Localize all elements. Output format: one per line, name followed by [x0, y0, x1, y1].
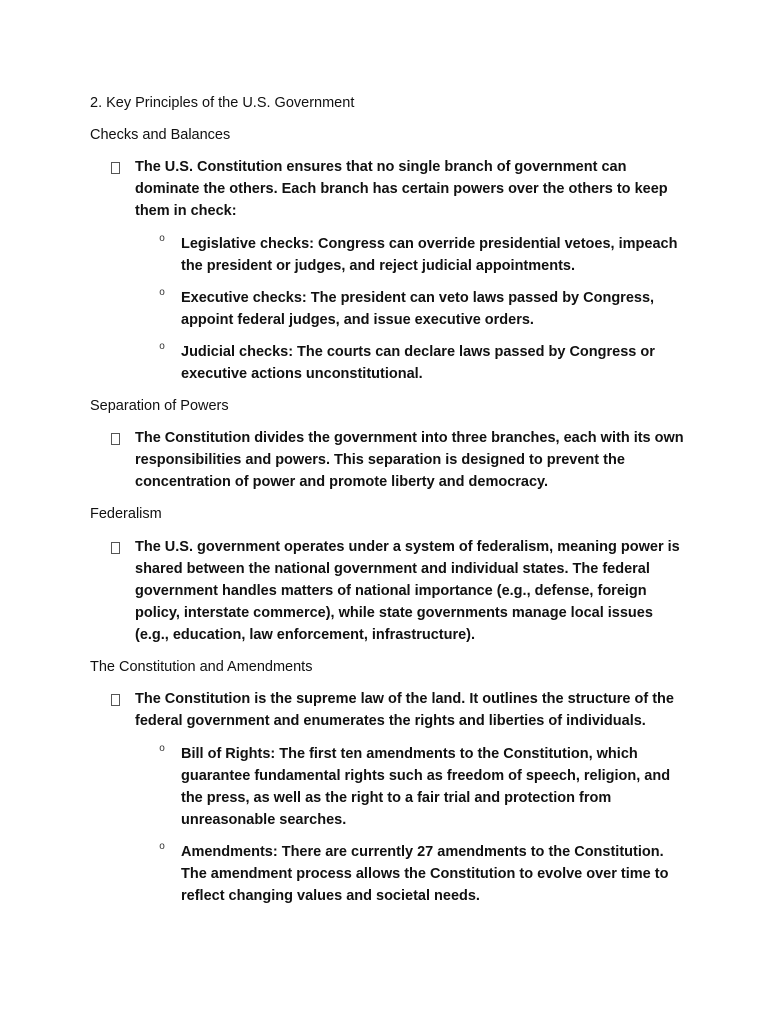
square-bullet-icon [111, 162, 121, 174]
circle-bullet-icon: o [159, 233, 165, 244]
square-bullet-icon [111, 694, 121, 706]
heading-constitution-and-amendments: The Constitution and Amendments [90, 659, 313, 675]
heading-separation-of-powers: Separation of Powers [90, 398, 229, 414]
judicial-checks-text: Judicial checks: The courts can declare laws passed by Congress or executive actions unconstitutional. [181, 344, 655, 382]
circle-bullet-icon: o [159, 841, 165, 852]
circle-bullet-icon: o [159, 743, 165, 754]
square-bullet-icon [111, 542, 121, 554]
heading-checks-and-balances: Checks and Balances [90, 127, 231, 143]
square-bullet-icon [111, 433, 121, 445]
page-title: 2. Key Principles of the U.S. Government [90, 95, 355, 111]
constitution-bullet-text: The Constitution is the supreme law of the land. It outlines the structure of the federal government and enumerates the rights and liberties of individuals. [135, 691, 674, 729]
checks-bullet-text: The U.S. Constitution ensures that no single branch of government can dominate the others. Each branch has certain powers over the others to keep them in check: [135, 159, 668, 219]
executive-checks-text: Executive checks: The president can veto laws passed by Congress, appoint federal judges, and issue executive orders. [181, 290, 655, 328]
amendments-text: Amendments: There are currently 27 amendments to the Constitution. The amendment process allows the Constitution to evolve over time to reflect changing values and societal needs. [181, 844, 669, 904]
heading-federalism: Federalism [90, 506, 162, 522]
bill-of-rights-text: Bill of Rights: The first ten amendments to the Constitution, which guarantee fundamental rights such as freedom of speech, religion, and the press, as well as the right to a fair trial and protection from unreasonable searches. [181, 746, 671, 828]
separation-bullet-text: The Constitution divides the government into three branches, each with its own responsibilities and powers. This separation is designed to prevent the concentration of power and promote liberty and democracy. [135, 430, 684, 490]
circle-bullet-icon: o [159, 341, 165, 352]
circle-bullet-icon: o [159, 287, 165, 298]
legislative-checks-text: Legislative checks: Congress can override presidential vetoes, impeach the president or judges, and reject judicial appointments. [181, 236, 678, 274]
federalism-bullet-text: The U.S. government operates under a system of federalism, meaning power is shared between the national government and individual states. The federal government handles matters of national importance (e.g., defense, foreign policy, interstate commerce), while state governments manage local issues (e.g., education, law enforcement, infrastructure). [135, 539, 680, 643]
